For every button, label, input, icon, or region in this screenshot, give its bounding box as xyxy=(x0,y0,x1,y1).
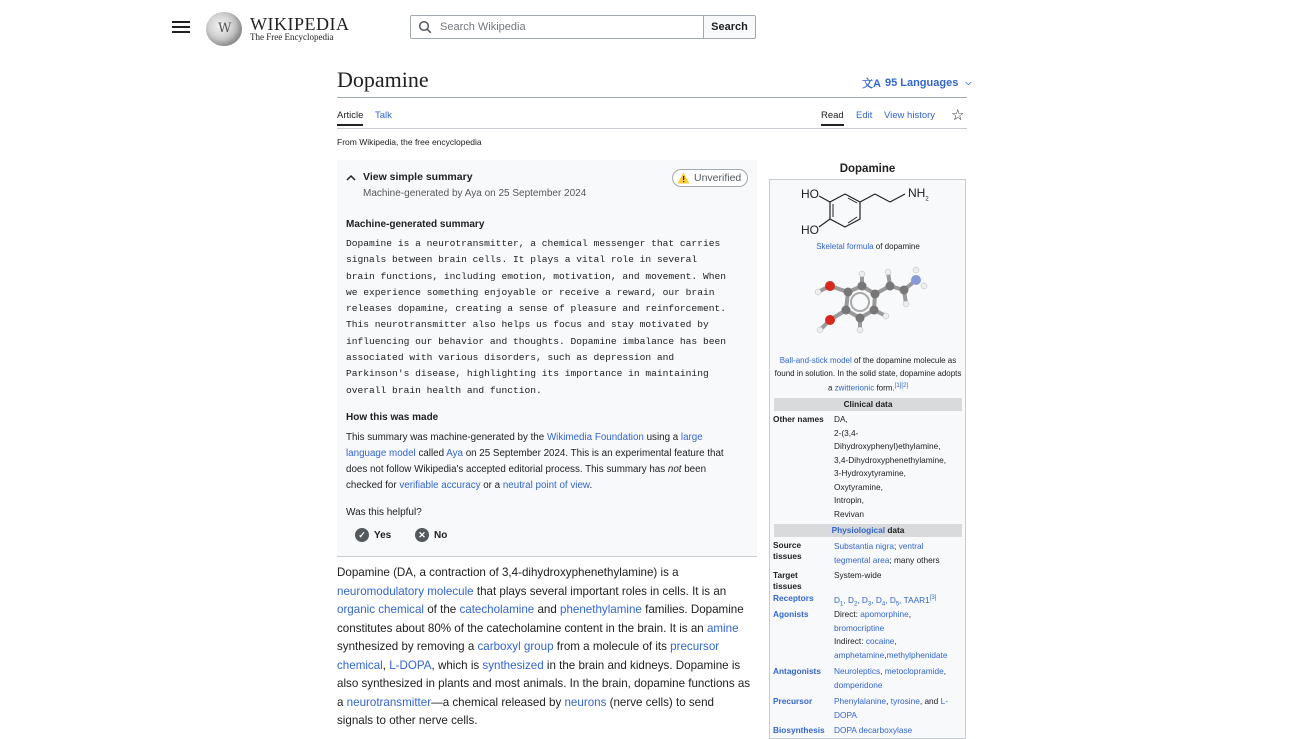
physiological-data-header xyxy=(774,524,962,537)
formula-nh-sub: 2 xyxy=(925,196,929,203)
text: . xyxy=(589,480,593,491)
how-made-text xyxy=(346,430,744,494)
formula-ho-top: HO xyxy=(801,187,819,201)
chevron-down-icon: ⌵ xyxy=(965,78,972,87)
view-summary-label: View simple summary xyxy=(363,171,473,183)
text: Direct: xyxy=(834,609,861,619)
text: , D xyxy=(871,594,882,605)
receptors-label[interactable]: Receptors xyxy=(773,593,814,603)
clinical-data-header: Clinical data xyxy=(774,398,962,411)
l-dopa-link[interactable]: L-DOPA xyxy=(834,696,948,720)
text: 2 xyxy=(853,601,858,608)
amphetamine-link[interactable]: amphetamine xyxy=(834,649,885,660)
caption-ball-stick xyxy=(774,355,962,395)
unverified-badge xyxy=(672,169,748,187)
other-name: DA, xyxy=(834,414,848,424)
other-name: 3-Hydroxytyramine, xyxy=(834,468,906,478)
tab-view-history[interactable]: View history xyxy=(884,110,936,121)
other-name: Intropin, xyxy=(834,495,864,505)
link[interactable]: carboxyl group xyxy=(477,640,554,653)
text: , and xyxy=(919,696,941,706)
antagonists-label[interactable]: Antagonists xyxy=(773,666,821,676)
other-name: Revivan xyxy=(834,508,864,519)
ball-and-stick-link[interactable]: Ball-and-stick model xyxy=(779,356,852,365)
search-button[interactable]: Search xyxy=(703,15,756,39)
text: from a molecule of its xyxy=(553,640,671,653)
text: been checked for xyxy=(346,464,707,491)
link[interactable]: amine xyxy=(706,621,739,635)
text: in the brain and kidneys. Dopamine is also synthesized in plants and most animals. In the brain, dopamine functions as a xyxy=(337,658,751,709)
summary-meta: Machine-generated by Aya on 25 September 2024 xyxy=(363,188,587,199)
language-button[interactable] xyxy=(862,75,971,91)
tyrosine-link[interactable]: tyrosine xyxy=(890,696,920,706)
text: of the xyxy=(424,603,460,616)
text: or a xyxy=(480,480,503,491)
link[interactable]: synthesized xyxy=(482,658,544,672)
link[interactable]: neurotransmitter xyxy=(346,695,432,709)
language-count: 95 Languages xyxy=(884,77,959,89)
target-tissues-value: System-wide xyxy=(834,570,882,580)
tab-read[interactable]: Read xyxy=(821,110,844,126)
tabs-divider xyxy=(337,128,967,129)
text: , D xyxy=(885,594,896,605)
translate-icon: 文A xyxy=(862,78,881,90)
domperidone-link[interactable]: domperidone xyxy=(834,679,883,690)
close-icon: ✕ xyxy=(415,528,429,542)
ball-and-stick-image[interactable] xyxy=(800,260,940,352)
text: 1 xyxy=(840,601,844,608)
caption-skeletal xyxy=(774,241,962,254)
text: , xyxy=(382,658,390,672)
neuroleptics-link[interactable]: Neuroleptics xyxy=(834,666,881,676)
text: 5 xyxy=(895,601,900,608)
biosynthesis-value[interactable]: DOPA decarboxylase xyxy=(834,725,913,735)
wikimedia-foundation-link[interactable]: Wikimedia Foundation xyxy=(546,432,644,443)
summary-heading: Machine-generated summary xyxy=(346,219,485,230)
text: Dopamine (DA, a contraction of 3,4-dihydroxyphenethylamine) is a xyxy=(337,566,679,579)
text: data xyxy=(885,525,905,535)
infobox-title: Dopamine xyxy=(839,163,896,175)
physiological-link[interactable]: Physiological xyxy=(831,525,886,535)
text: D xyxy=(834,594,840,605)
feedback-yes-button[interactable] xyxy=(355,528,391,542)
other-name: 2-(3,4- xyxy=(834,427,859,438)
text: families. Dopamine constitutes about 80% of the catecholamine content in the brain. It is an xyxy=(337,603,744,635)
metoclopramide-link[interactable]: metoclopramide xyxy=(884,666,944,676)
lead-paragraph xyxy=(337,564,753,731)
apomorphine-link[interactable]: apomorphine xyxy=(860,609,909,619)
precursor-value: Phenylalanine, tyrosine, and L-DOPA xyxy=(834,696,948,720)
no-label: No xyxy=(434,529,448,541)
tab-edit[interactable]: Edit xyxy=(856,110,873,121)
search-input[interactable] xyxy=(438,20,692,34)
text: (nerve cells) to send signals to other nerve cells. xyxy=(337,695,715,727)
text: form. xyxy=(874,383,895,393)
cocaine-link[interactable]: cocaine xyxy=(865,636,895,646)
npov-link[interactable]: neutral point of view xyxy=(502,480,590,491)
wikipedia-tagline: The Free Encyclopedia xyxy=(250,32,334,42)
link[interactable]: neurons xyxy=(564,695,607,709)
text: using a xyxy=(643,432,681,443)
how-made-heading: How this was made xyxy=(346,412,439,423)
llm-link[interactable]: large language model xyxy=(346,432,703,459)
text: , which is xyxy=(431,658,483,672)
yes-label: Yes xyxy=(374,529,392,541)
main-menu-icon[interactable] xyxy=(172,18,190,34)
precursor-label[interactable]: Precursor xyxy=(773,696,813,706)
text: and xyxy=(534,603,561,616)
phenylalanine-link[interactable]: Phenylalanine xyxy=(834,696,887,706)
chevron-up-icon xyxy=(346,174,356,181)
agonists-value: Direct: apomorphine, bromocriptine Indirect: cocaine, amphetamine,methylphenidate xyxy=(834,609,948,660)
text: , D xyxy=(843,594,854,605)
other-name: Oxytyramine, xyxy=(834,481,883,492)
bromocriptine-link[interactable]: bromocriptine xyxy=(834,622,885,633)
skeletal-formula-link[interactable]: Skeletal formula xyxy=(816,242,874,251)
view-summary-toggle[interactable] xyxy=(346,171,473,183)
search-box[interactable] xyxy=(410,15,704,39)
source-tissues-value xyxy=(834,540,962,567)
check-icon: ✓ xyxy=(355,528,369,542)
tab-article[interactable]: Article xyxy=(337,110,363,126)
summary-text: Dopamine is a neurotransmitter, a chemical messenger that carries signals between brain cells. It plays a vital role in several brain functions, including emotion, motivation, and movement. When we experience something enjoyable or receive a reward, our brain releases dopamine, creating a sense of pleasure and reinforcement. This neurotransmitter also helps us focus and stay motivated by influencing our behavior and thoughts. Dopamine imbalance has been associated with various disorders, such as depression and Parkinson's disease, highlighting its importance in maintaining overall brain health and function. xyxy=(346,238,726,396)
formula-nh2 xyxy=(908,186,929,202)
search-icon xyxy=(418,20,432,34)
other-name: Dihydroxyphenyl)ethylamine, xyxy=(834,441,941,451)
text: Indirect: xyxy=(834,636,866,646)
wikipedia-logo-globe[interactable] xyxy=(206,12,242,46)
text: 3 xyxy=(867,601,872,608)
substantia-nigra-link[interactable]: Substantia nigra xyxy=(834,541,894,551)
page-title: Dopamine xyxy=(337,67,429,92)
text: ; xyxy=(893,541,899,551)
text: on 25 September 2024. This is an experimental feature that does not follow Wikipedia's accepted editorial process. This summary has xyxy=(346,448,724,475)
feedback-no-button[interactable] xyxy=(415,528,447,542)
antagonists-value: Neuroleptics, metoclopramide, domperidone xyxy=(834,666,947,690)
text: not xyxy=(667,464,682,475)
text: of dopamine xyxy=(873,242,920,251)
reference[interactable]: [1][2] xyxy=(894,383,909,389)
wikipedia-wordmark[interactable]: WIKIPEDIA xyxy=(250,14,350,34)
text: 4 xyxy=(881,601,886,608)
formula-nh: NH xyxy=(908,186,926,200)
link[interactable]: phenethylamine xyxy=(560,603,642,616)
formula-ho-bottom: HO xyxy=(801,223,819,237)
agonists-label[interactable]: Agonists xyxy=(773,609,809,619)
helpful-question: Was this helpful? xyxy=(346,507,422,518)
warning-icon xyxy=(677,172,690,184)
link[interactable]: neuromodulatory molecule xyxy=(337,584,474,598)
aya-link[interactable]: Aya xyxy=(446,448,463,459)
vta-link[interactable]: ventral tegmental area xyxy=(834,541,924,565)
link[interactable]: catecholamine xyxy=(459,603,535,616)
other-names-label: Other names xyxy=(773,414,824,424)
text: This summary was machine-generated by the xyxy=(346,432,547,443)
text: that plays several important roles in cells. It is an xyxy=(473,584,727,598)
title-divider xyxy=(337,97,967,98)
unverified-label: Unverified xyxy=(694,172,742,184)
text: , D xyxy=(857,594,868,605)
link[interactable]: precursor chemical xyxy=(337,640,720,672)
text: of the dopamine molecule as found in solution. In the solid state, dopamine adopts a xyxy=(774,356,962,393)
reference[interactable]: [3] xyxy=(929,595,937,601)
text: , TAAR1 xyxy=(899,594,930,605)
tab-talk[interactable]: Talk xyxy=(375,110,392,121)
methylphenidate-link[interactable]: methylphenidate xyxy=(886,649,948,660)
biosynthesis-label[interactable]: Biosynthesis xyxy=(773,725,825,735)
text: called xyxy=(415,448,447,459)
source-tissues-label: Source tissues xyxy=(773,540,802,561)
text: ; many others xyxy=(889,554,940,565)
text: —a chemical released by xyxy=(431,695,565,709)
text: synthesized by removing a xyxy=(337,640,478,653)
site-sub: From Wikipedia, the free encyclopedia xyxy=(337,137,482,147)
other-names-value xyxy=(834,413,962,521)
link[interactable]: organic chemical xyxy=(337,603,424,616)
link[interactable]: L-DOPA xyxy=(389,658,432,672)
zwitterionic-link[interactable]: zwitterionic xyxy=(834,383,875,393)
target-tissues-label: Target tissues xyxy=(773,570,802,591)
watch-star-icon[interactable]: ☆ xyxy=(951,107,965,124)
verifiability-link[interactable]: verifiable accuracy xyxy=(399,480,481,491)
other-name: 3,4-Dihydroxyphenethylamine, xyxy=(834,454,947,465)
